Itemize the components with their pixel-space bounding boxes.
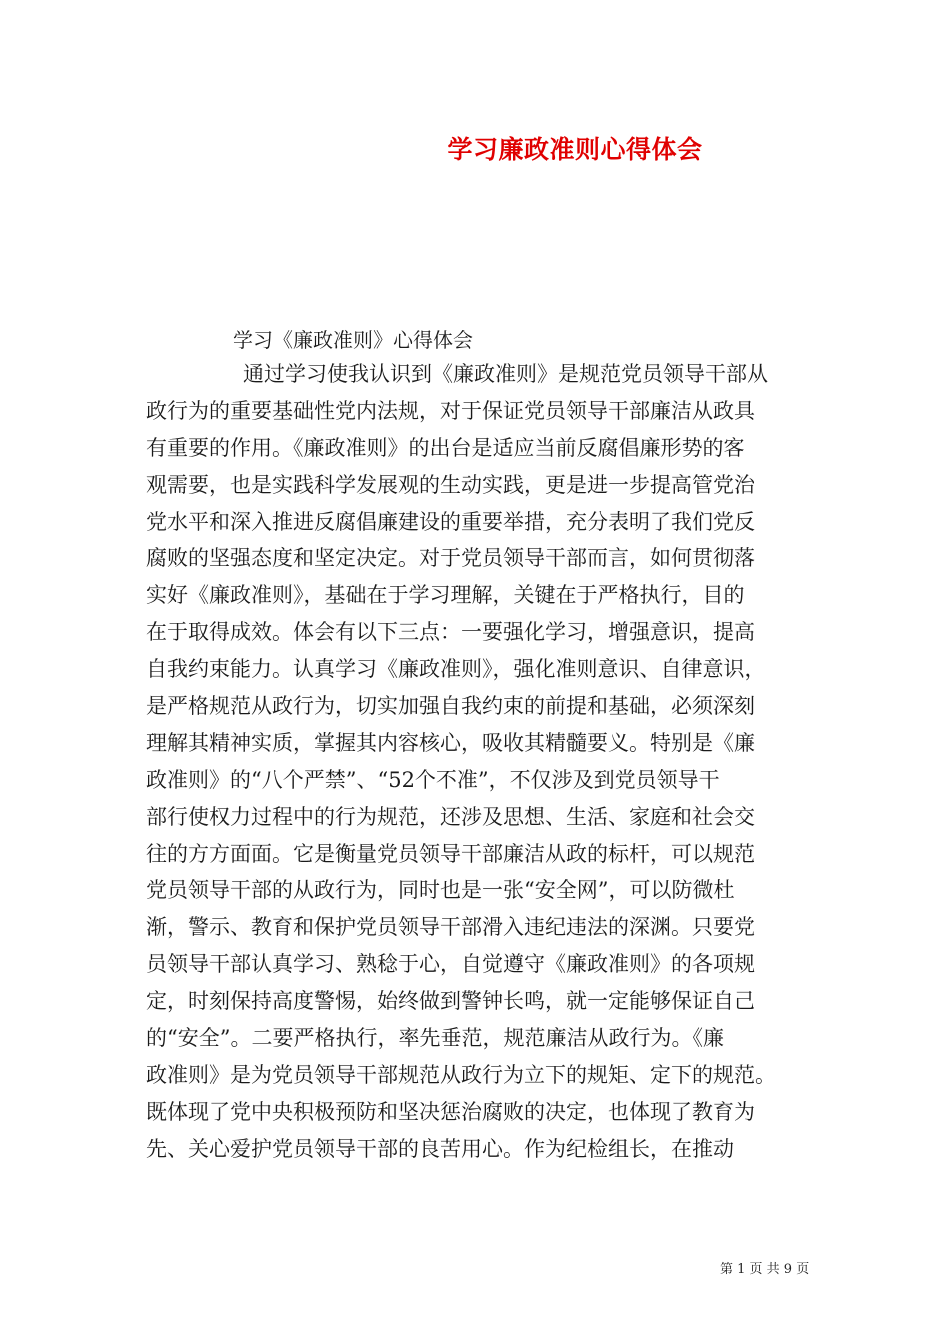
body-line: 党水平和深入推进反腐倡廉建设的重要举措，充分表明了我们党反 — [146, 509, 755, 534]
body-line: 党员领导干部的从政行为，同时也是一张“安全网”，可以防微杜 — [146, 878, 735, 903]
body-line: 政行为的重要基础性党内法规，对于保证党员领导干部廉洁从政具 — [146, 398, 755, 423]
body-line: 自我约束能力。认真学习《廉政准则》，强化准则意识、自律意识， — [146, 657, 766, 682]
body-line: 定，时刻保持高度警惕，始终做到警钟长鸣，就一定能够保证自己 — [146, 989, 755, 1014]
body-line: 观需要，也是实践科学发展观的生动实践，更是进一步提高管党治 — [146, 472, 755, 497]
body-line: 的“安全”。二要严格执行，率先垂范，规范廉洁从政行为。《廉 — [146, 1026, 724, 1051]
body-line: 渐，警示、教育和保护党员领导干部滑入违纪违法的深渊。只要党 — [146, 915, 755, 940]
body-line: 在于取得成效。体会有以下三点：一要强化学习，增强意识，提高 — [146, 620, 755, 645]
body-line: 先、关心爱护党员领导干部的良苦用心。作为纪检组长，在推动 — [146, 1136, 734, 1161]
body-line: 政准则》是为党员领导干部规范从政行为立下的规矩、定下的规范。 — [146, 1062, 776, 1087]
body-line: 理解其精神实质，掌握其内容核心，吸收其精髓要义。特别是《廉 — [146, 730, 755, 755]
body-line: 既体现了党中央积极预防和坚决惩治腐败的决定，也体现了教育为 — [146, 1099, 755, 1124]
body-line: 往的方方面面。它是衡量党员领导干部廉洁从政的标杆，可以规范 — [146, 841, 755, 866]
body-line: 腐败的坚强态度和坚定决定。对于党员领导干部而言，如何贯彻落 — [146, 546, 755, 571]
document-title: 学习廉政准则心得体会 — [447, 135, 703, 164]
body-line: 通过学习使我认识到《廉政准则》是规范党员领导干部从 — [243, 362, 768, 386]
body-line: 员领导干部认真学习、熟稔于心，自觉遵守《廉政准则》的各项规 — [146, 952, 755, 977]
body-text — [146, 356, 826, 1168]
body-line: 是严格规范从政行为，切实加强自我约束的前提和基础，必须深刻 — [146, 694, 755, 719]
body-line: 实好《廉政准则》，基础在于学习理解，关键在于严格执行，目的 — [146, 583, 745, 608]
body-line: 部行使权力过程中的行为规范，还涉及思想、生活、家庭和社会交 — [146, 804, 755, 829]
document-subtitle: 学习《廉政准则》心得体会 — [233, 328, 473, 352]
page-footer: 第 1 页 共 9 页 — [720, 1262, 810, 1277]
body-line: 政准则》的“八个严禁”、“52个不准”，不仅涉及到党员领导干 — [146, 767, 720, 792]
body-line: 有重要的作用。《廉政准则》的出台是适应当前反腐倡廉形势的客 — [146, 435, 745, 460]
